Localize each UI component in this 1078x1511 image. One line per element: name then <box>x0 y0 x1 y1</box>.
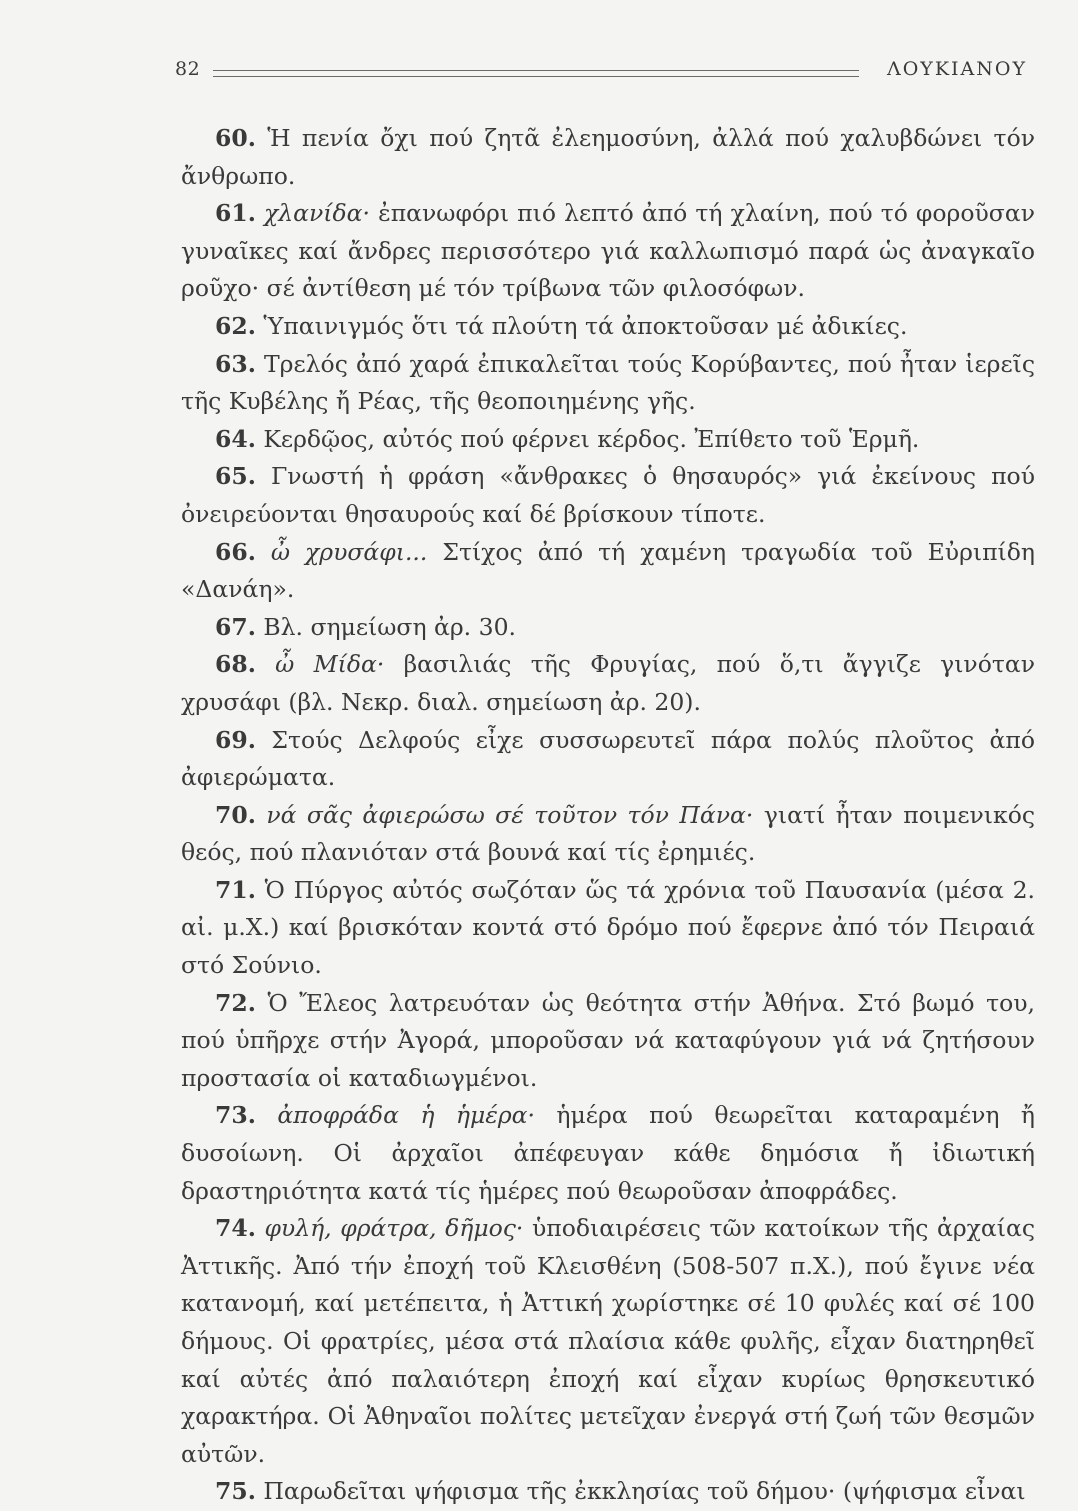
note-74 <box>181 1210 1035 1473</box>
note-number: 69. <box>215 725 256 754</box>
note-text: Τρελός ἀπό χαρά ἐπικαλεῖται τούς Κορύβαντες, πού ἦταν ἱερεῖς τῆς Κυβέλης ἤ Ρέας, τῆς θεοποιημένης γῆς. <box>181 349 1035 416</box>
note-number: 61. <box>215 199 256 228</box>
note-text: Κερδῷος, αὐτός πού φέρνει κέρδος. Ἐπίθετο τοῦ Ἑρμῆ. <box>255 424 920 453</box>
note-text: βασιλιάς τῆς Φρυγίας, πού ὅ,τι ἄγγιζε γινόταν χρυσάφι (βλ. Νεκρ. διαλ. σημείωση ἀρ. 20). <box>181 650 1036 716</box>
note-72 <box>181 985 1035 1098</box>
note-text: ἡμέρα πού θεωρεῖται καταραμένη ἤ δυσοίωνη. Οἱ ἀρχαῖοι ἀπέφευγαν κάθε δημόσια ἤ ἰδιωτική δραστηριότητα κατά τίς ἡμέρες πού θεωροῦσαν ἀποφράδες. <box>181 1101 1036 1205</box>
note-text: Βλ. σημείωση ἀρ. 30. <box>255 612 516 641</box>
page-number: 82 <box>175 58 201 80</box>
note-number: 71. <box>215 875 256 904</box>
note-number: 67. <box>215 612 256 641</box>
note-text: Ὑπαινιγμός ὅτι τά πλούτη τά ἀποκτοῦσαν μέ ἀδικίες. <box>255 311 908 340</box>
note-number: 60. <box>215 124 256 152</box>
note-68 <box>181 646 1035 721</box>
note-number: 63. <box>215 349 256 378</box>
note-text: Ἡ πενία ὄχι πού ζητᾶ ἐλεημοσύνη, ἀλλά πού χαλυβδώνει τόν ἄνθρωπο. <box>181 124 1035 190</box>
note-number: 66. <box>215 537 256 566</box>
note-number: 70. <box>215 800 256 829</box>
note-number: 64. <box>215 424 256 453</box>
note-text: γιατί ἦταν ποιμενικός θεός, πού πλανιόταν στά βουνά καί τίς ἐρημιές. <box>181 800 1035 867</box>
note-text: Στούς Δελφούς εἶχε συσσωρευτεῖ πάρα πολύς πλοῦτος ἀπό ἀφιερώματα. <box>181 725 1035 792</box>
note-term: ὦ χρυσάφι... <box>255 537 428 566</box>
note-number: 65. <box>215 462 256 491</box>
note-term: νά σᾶς ἀφιερώσω σέ τοῦτον τόν Πάνα· <box>255 800 754 829</box>
note-number: 75. <box>215 1477 256 1506</box>
note-term: ὦ Μίδα· <box>255 650 385 679</box>
note-66 <box>181 534 1035 609</box>
note-number: 72. <box>215 988 256 1017</box>
note-term: ἀποφράδα ἡ ἡμέρα· <box>255 1101 535 1130</box>
header-rule <box>213 70 859 77</box>
note-number: 74. <box>215 1214 256 1243</box>
note-text: ὑποδιαιρέσεις τῶν κατοίκων τῆς ἀρχαίας Ἀττικῆς. Ἀπό τήν ἐποχή τοῦ Κλεισθένη (508-507 π.Χ.), πού ἔγινε νέα κατανομή, καί μετέπειτα, ἡ Ἀττική χωρίστηκε σέ 10 φυλές καί σέ 100 δήμους. Οἱ φρατρίες, μέσα στά πλαίσια κάθε φυλῆς, εἶχαν διατηρηθεῖ καί αὐτές ἀπό παλαιότερη ἐποχή καί εἶχαν κυρίως θρησκευτικό χαρακτήρα. Οἱ Ἀθηναῖοι πολίτες μετεῖχαν ἐνεργά στή ζωή τῶν θεσμῶν αὐτῶν. <box>181 1214 1036 1468</box>
note-text: Παρωδεῖται ψήφισμα τῆς ἐκκλησίας τοῦ δήμου· (ψήφισμα εἶναι <box>255 1477 1026 1506</box>
note-67 <box>181 609 1035 647</box>
note-73 <box>181 1097 1035 1210</box>
note-65 <box>181 458 1035 533</box>
note-63 <box>181 346 1035 421</box>
note-71 <box>181 872 1035 985</box>
note-62 <box>181 308 1035 346</box>
running-header <box>175 56 1027 92</box>
note-70 <box>181 797 1035 872</box>
note-text: ἐπανωφόρι πιό λεπτό ἀπό τή χλαίνη, πού τό φοροῦσαν γυναῖκες καί ἄνδρες περισσότερο γιά καλλωπισμό παρά ὡς ἀναγκαῖο ροῦχο· σέ ἀντίθεση μέ τόν τρίβωνα τῶν φιλοσόφων. <box>181 199 1035 303</box>
note-75 <box>181 1473 1035 1511</box>
note-text: Ὁ Ἔλεος λατρευόταν ὡς θεότητα στήν Ἀθήνα. Στό βωμό του, πού ὑπῆρχε στήν Ἀγορά, μποροῦσαν νά καταφύγουν γιά νά ζητήσουν προστασία οἱ καταδιωγμένοι. <box>181 988 1035 1092</box>
note-69 <box>181 722 1035 797</box>
note-61 <box>181 195 1035 308</box>
note-text: Γνωστή ἡ φράση «ἄνθρακες ὁ θησαυρός» γιά ἐκείνους πού ὀνειρεύονται θησαυρούς καί δέ βρίσκουν τίποτε. <box>181 462 1035 528</box>
note-number: 73. <box>215 1101 256 1130</box>
note-term: φυλή, φράτρα, δῆμος· <box>255 1214 524 1243</box>
note-number: 62. <box>215 311 256 340</box>
note-64 <box>181 421 1035 459</box>
endnotes <box>181 120 1035 1511</box>
note-60 <box>181 120 1035 195</box>
note-text: Στίχος ἀπό τή χαμένη τραγωδία τοῦ Εὐριπίδη «Δανάη». <box>181 537 1035 604</box>
note-text: Ὁ Πύργος αὐτός σωζόταν ὥς τά χρόνια τοῦ Παυσανία (μέσα 2. αἰ. μ.Χ.) καί βρισκόταν κοντά στό δρόμο πού ἔφερνε ἀπό τόν Πειραιά στό Σούνιο. <box>181 875 1035 980</box>
note-term: χλανίδα· <box>255 199 370 228</box>
running-title: ΛΟΥΚΙΑΝΟΥ <box>886 58 1027 80</box>
note-number: 68. <box>215 650 256 679</box>
